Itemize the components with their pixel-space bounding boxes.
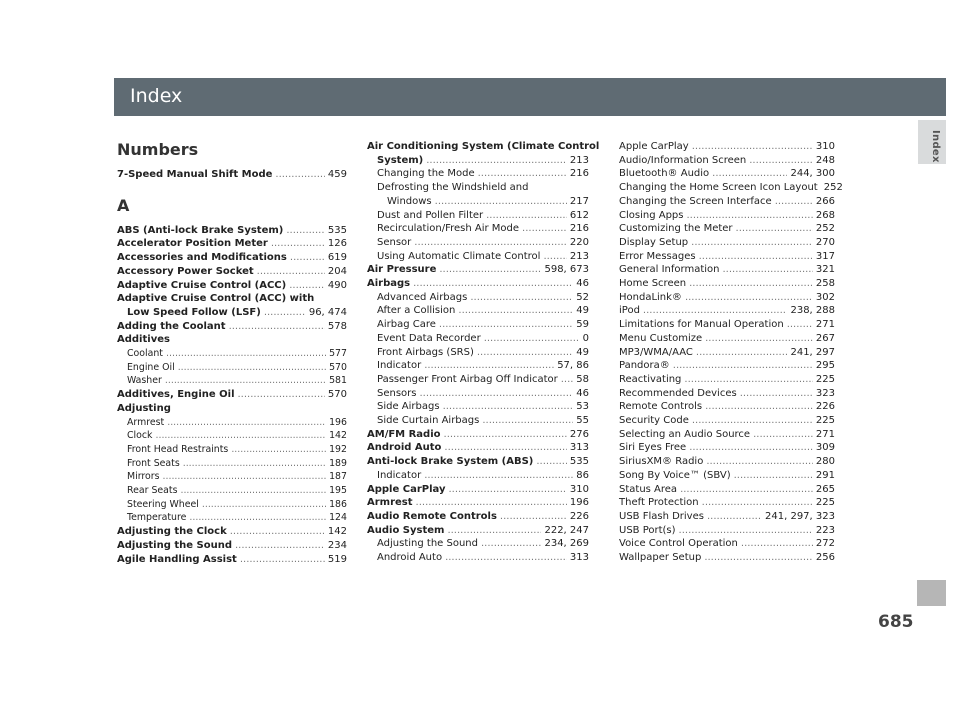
index-subentry[interactable]: Adjusting the Sound ..... 234, 269	[367, 537, 589, 551]
index-subentry[interactable]: Recirculation/Fresh Air Mode ..... 216	[367, 222, 589, 236]
index-subentry[interactable]: After a Collision ..... 49	[367, 304, 589, 318]
index-subentry[interactable]: Side Airbags ..... 53	[367, 400, 589, 414]
index-subentry[interactable]: Sensors ..... 46	[367, 387, 589, 401]
index-subentry[interactable]: Using Automatic Climate Control ..... 213	[367, 250, 589, 264]
index-subentry[interactable]: Pandora® ..... 295	[619, 359, 835, 373]
index-subentry[interactable]: General Information ..... 321	[619, 263, 835, 277]
index-subentry[interactable]: Steering Wheel ..... 186	[117, 498, 347, 512]
index-subentry[interactable]: USB Flash Drives ..... 241, 297, 323	[619, 510, 835, 524]
index-subentry[interactable]: Recommended Devices ..... 323	[619, 387, 835, 401]
index-subentry[interactable]: Airbag Care ..... 59	[367, 318, 589, 332]
index-subentry[interactable]: Selecting an Audio Source ..... 271	[619, 428, 835, 442]
index-entry[interactable]: Adjusting the Clock ..... 142	[117, 525, 347, 539]
side-tab-label: Index	[930, 130, 941, 163]
index-subentry[interactable]: MP3/WMA/AAC ..... 241, 297	[619, 346, 835, 360]
index-subentry[interactable]: Defrosting the Windshield and	[377, 182, 529, 194]
index-subentry[interactable]: Reactivating ..... 225	[619, 373, 835, 387]
index-entry-cont[interactable]: Low Speed Follow (LSF) ..... 96, 474	[117, 306, 347, 320]
index-subentry[interactable]: Indicator ..... 86	[367, 469, 589, 483]
index-subentry[interactable]: Side Curtain Airbags ..... 55	[367, 414, 589, 428]
index-entry[interactable]: Air Pressure ..... 598, 673	[367, 263, 589, 277]
index-subentry[interactable]: Home Screen ..... 258	[619, 277, 835, 291]
index-entry[interactable]: Adjusting	[117, 402, 171, 414]
header-banner	[114, 78, 946, 116]
index-subentry[interactable]: Limitations for Manual Operation ..... 271	[619, 318, 835, 332]
index-subentry[interactable]: Temperature ..... 124	[117, 511, 347, 525]
index-entry[interactable]: Accessory Power Socket ..... 204	[117, 265, 347, 279]
index-entry[interactable]: Audio System ..... 222, 247	[367, 524, 589, 538]
index-entry[interactable]: Accessories and Modifications ..... 619	[117, 251, 347, 265]
index-entry[interactable]: 7-Speed Manual Shift Mode ..... 459	[117, 168, 347, 182]
index-subentry[interactable]: Android Auto ..... 313	[367, 551, 589, 565]
index-entry[interactable]: Adding the Coolant ..... 578	[117, 320, 347, 334]
index-subentry[interactable]: Front Head Restraints ..... 192	[117, 443, 347, 457]
index-subentry[interactable]: Display Setup ..... 270	[619, 236, 835, 250]
index-subentry[interactable]: Apple CarPlay ..... 310	[619, 140, 835, 154]
index-subentry[interactable]: Status Area ..... 265	[619, 483, 835, 497]
index-entry[interactable]: Agile Handling Assist ..... 519	[117, 553, 347, 567]
index-subentry[interactable]: Bluetooth® Audio ..... 244, 300	[619, 167, 835, 181]
index-subentry[interactable]: USB Port(s) ..... 223	[619, 524, 835, 538]
index-subentry[interactable]: Closing Apps ..... 268	[619, 209, 835, 223]
index-entry[interactable]: Audio Remote Controls ..... 226	[367, 510, 589, 524]
index-subentry[interactable]: Engine Oil ..... 570	[117, 361, 347, 375]
section-heading-a: A	[117, 195, 130, 215]
index-entry[interactable]: Airbags ..... 46	[367, 277, 589, 291]
index-entry[interactable]: Additives	[117, 334, 170, 346]
index-entry[interactable]: Android Auto ..... 313	[367, 441, 589, 455]
page-title: Index	[130, 85, 183, 107]
index-subentry[interactable]: Washer ..... 581	[117, 374, 347, 388]
index-subentry[interactable]: Theft Protection ..... 225	[619, 496, 835, 510]
index-entry[interactable]: AM/FM Radio ..... 276	[367, 428, 589, 442]
index-subentry[interactable]: Clock ..... 142	[117, 429, 347, 443]
index-entry-cont[interactable]: System) ..... 213	[367, 154, 589, 168]
index-subentry[interactable]: Passenger Front Airbag Off Indicator ..... 58	[367, 373, 589, 387]
index-subentry[interactable]: Changing the Mode ..... 216	[367, 167, 589, 181]
index-subentry[interactable]: iPod ..... 238, 288	[619, 304, 835, 318]
index-subentry[interactable]: Changing the Home Screen Icon Layout 252	[619, 182, 843, 194]
index-entry[interactable]: Air Conditioning System (Climate Control	[367, 141, 600, 152]
index-subentry[interactable]: Menu Customize ..... 267	[619, 332, 835, 346]
index-subentry[interactable]: HondaLink® ..... 302	[619, 291, 835, 305]
index-subentry[interactable]: Coolant ..... 577	[117, 347, 347, 361]
index-entry[interactable]: Armrest ..... 196	[367, 496, 589, 510]
index-subentry[interactable]: Audio/Information Screen ..... 248	[619, 154, 835, 168]
index-subentry[interactable]: Rear Seats ..... 195	[117, 484, 347, 498]
index-entry[interactable]: Anti-lock Brake System (ABS) ..... 535	[367, 455, 589, 469]
index-entry[interactable]: Accelerator Position Meter ..... 126	[117, 237, 347, 251]
page-marker-box	[917, 580, 946, 606]
index-subentry[interactable]: Remote Controls ..... 226	[619, 400, 835, 414]
index-subentry[interactable]: Siri Eyes Free ..... 309	[619, 441, 835, 455]
index-column-1	[117, 140, 347, 566]
index-subentry-cont[interactable]: Windows ..... 217	[367, 195, 589, 209]
index-entry[interactable]: Adaptive Cruise Control (ACC) ..... 490	[117, 279, 347, 293]
index-subentry[interactable]: Voice Control Operation ..... 272	[619, 537, 835, 551]
index-entry[interactable]: Adjusting the Sound ..... 234	[117, 539, 347, 553]
index-subentry[interactable]: Front Seats ..... 189	[117, 457, 347, 471]
index-subentry[interactable]: Armrest ..... 196	[117, 416, 347, 430]
index-subentry[interactable]: SiriusXM® Radio ..... 280	[619, 455, 835, 469]
index-entry[interactable]: Adaptive Cruise Control (ACC) with	[117, 293, 315, 305]
index-subentry[interactable]: Mirrors ..... 187	[117, 470, 347, 484]
index-subentry[interactable]: Customizing the Meter ..... 252	[619, 222, 835, 236]
index-subentry[interactable]: Advanced Airbags ..... 52	[367, 291, 589, 305]
page-number: 685	[878, 612, 914, 632]
section-heading-numbers: Numbers	[117, 140, 199, 159]
index-entry[interactable]: ABS (Anti-lock Brake System) ..... 535	[117, 224, 347, 238]
index-entry[interactable]: Additives, Engine Oil ..... 570	[117, 388, 347, 402]
index-column-3	[619, 140, 843, 565]
index-subentry[interactable]: Song By Voice™ (SBV) ..... 291	[619, 469, 835, 483]
index-column-2	[367, 140, 600, 565]
index-subentry[interactable]: Error Messages ..... 317	[619, 250, 835, 264]
index-subentry[interactable]: Front Airbags (SRS) ..... 49	[367, 346, 589, 360]
index-subentry[interactable]: Changing the Screen Interface ..... 266	[619, 195, 835, 209]
index-subentry[interactable]: Wallpaper Setup ..... 256	[619, 551, 835, 565]
index-subentry[interactable]: Sensor ..... 220	[367, 236, 589, 250]
index-entry[interactable]: Apple CarPlay ..... 310	[367, 483, 589, 497]
index-subentry[interactable]: Event Data Recorder ..... 0	[367, 332, 589, 346]
index-subentry[interactable]: Security Code ..... 225	[619, 414, 835, 428]
index-subentry[interactable]: Dust and Pollen Filter ..... 612	[367, 209, 589, 223]
index-subentry[interactable]: Indicator ..... 57, 86	[367, 359, 589, 373]
